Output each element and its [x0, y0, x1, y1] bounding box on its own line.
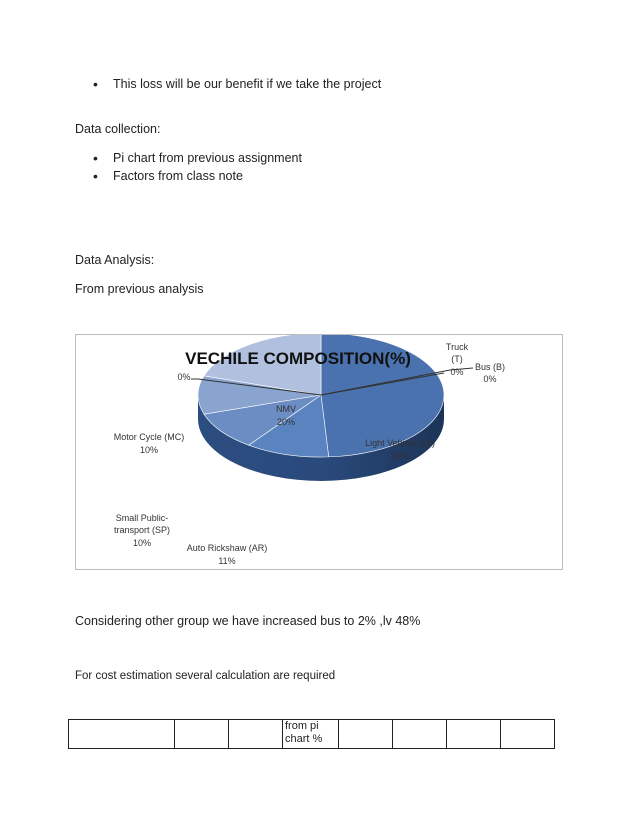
table-cell	[393, 720, 447, 749]
table-cell-text: from pi chart %	[285, 720, 323, 745]
slice-value: 10%	[132, 538, 152, 548]
pie-chart-svg	[76, 335, 562, 569]
table-cell	[283, 720, 339, 749]
cost-estimation-text: For cost estimation several calculation are required	[75, 670, 336, 682]
table-cell	[175, 720, 229, 749]
table-cell	[447, 720, 501, 749]
slice-label: Motor Cycle (MC)	[113, 432, 185, 442]
slice-label: Small Public-	[115, 513, 169, 523]
table-cell	[339, 720, 393, 749]
table-cell	[501, 720, 555, 749]
slice-label: Bus (B)	[474, 362, 506, 372]
slice-label: (T)	[451, 354, 463, 364]
slice-value: 11%	[218, 556, 236, 566]
slice-value: 10%	[139, 445, 159, 455]
slice-value: 0%	[177, 372, 191, 382]
table-row	[69, 720, 555, 749]
slice-value: 20%	[276, 417, 296, 427]
considering-text: Considering other group we have increased bus to 2% ,lv 48%	[75, 614, 421, 628]
slice-value: 0%	[450, 367, 464, 377]
bullet-item: • This loss will be our benefit if we take the project	[75, 75, 381, 93]
bullet-item: • Pi chart from previous assignment	[75, 149, 302, 167]
slice-label: Auto Rickshaw (AR)	[186, 543, 268, 553]
pie-chart	[75, 334, 563, 570]
table-cell	[69, 720, 175, 749]
slice-label: transport (SP)	[113, 525, 171, 535]
cost-table	[68, 719, 555, 749]
bullet-list-top	[75, 75, 381, 93]
data-collection-list	[75, 149, 302, 185]
slice-value: 0%	[483, 374, 497, 384]
data-collection-heading: Data collection:	[75, 122, 161, 136]
data-analysis-subheading: From previous analysis	[75, 282, 204, 296]
chart-title: VECHILE COMPOSITION(%)	[185, 349, 411, 368]
bullet-item: • Factors from class note	[75, 167, 302, 185]
data-analysis-heading: Data Analysis:	[75, 253, 155, 267]
slice-label: NMV	[276, 404, 296, 414]
slice-label: Truck	[445, 342, 469, 352]
slice-label: Light Vehicle (LV)	[365, 438, 435, 448]
slice-value: 49%	[390, 451, 410, 461]
table-cell	[229, 720, 283, 749]
